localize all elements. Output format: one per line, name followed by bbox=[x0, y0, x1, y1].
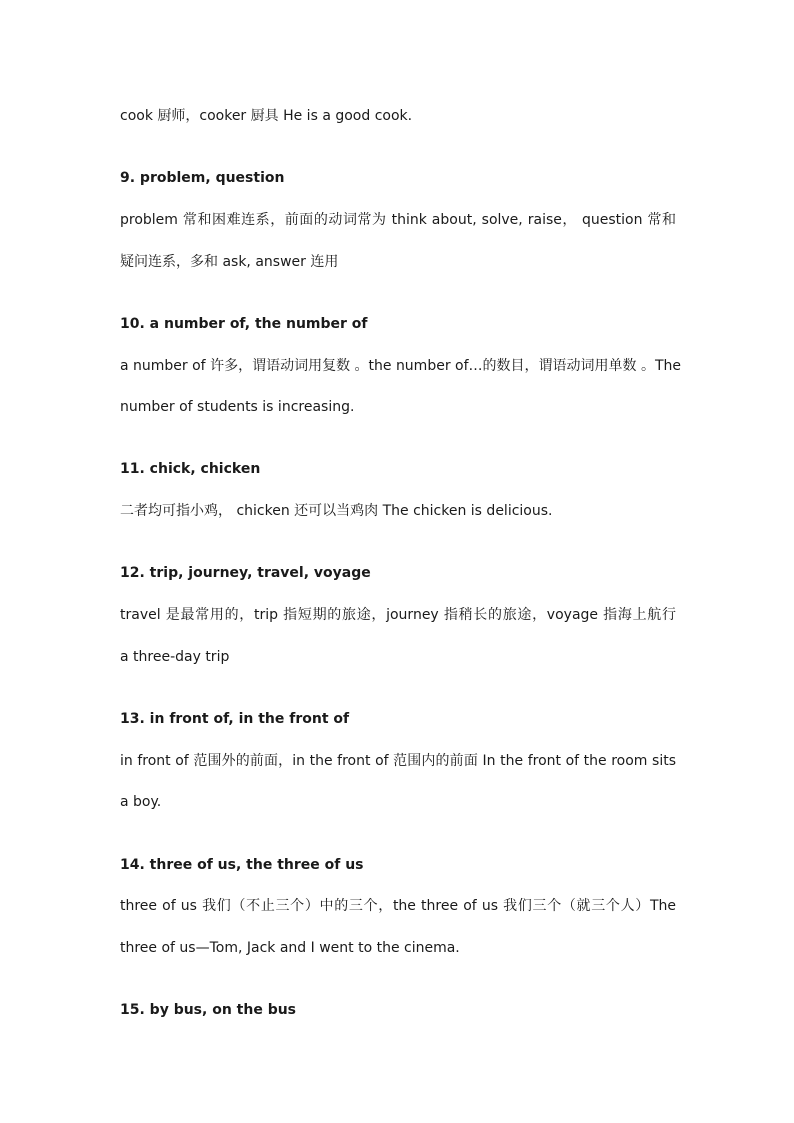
body-line-9a: problem 常和困难连系，前面的动词常为 think about, solve, raise， question 常和 bbox=[120, 212, 676, 228]
heading-9: 9. problem, question bbox=[120, 170, 285, 186]
body-line-14a: three of us 我们（不止三个）中的三个，the three of us 我们三个（就三个人）The bbox=[120, 898, 676, 914]
heading-10: 10. a number of, the number of bbox=[120, 316, 368, 332]
body-line-12a: travel 是最常用的，trip 指短期的旅途，journey 指稍长的旅途，voyage 指海上航行 bbox=[120, 607, 676, 623]
heading-11: 11. chick, chicken bbox=[120, 461, 261, 477]
body-line-11a: 二者均可指小鸡， chicken 还可以当鸡肉 The chicken is delicious. bbox=[120, 503, 553, 519]
heading-14: 14. three of us, the three of us bbox=[120, 857, 364, 873]
heading-15: 15. by bus, on the bus bbox=[120, 1002, 297, 1018]
body-line-12b: a three-day trip bbox=[120, 649, 230, 665]
body-line-10b: number of students is increasing. bbox=[120, 399, 355, 415]
body-line-13b: a boy. bbox=[120, 794, 162, 810]
body-line-13a: in front of 范围外的前面，in the front of 范围内的前面 In the front of the room sits bbox=[120, 753, 676, 769]
heading-13: 13. in front of, in the front of bbox=[120, 711, 350, 727]
body-line-10a: a number of 许多，谓语动词用复数 。the number of…的数目，谓语动词用单数 。The bbox=[120, 358, 682, 374]
body-line-14b: three of us—Tom, Jack and I went to the cinema. bbox=[120, 940, 460, 956]
body-line-cook: cook 厨师，cooker 厨具 He is a good cook. bbox=[120, 108, 413, 124]
document-page bbox=[120, 0, 682, 1123]
heading-12: 12. trip, journey, travel, voyage bbox=[120, 565, 371, 581]
body-line-9b: 疑问连系，多和 ask, answer 连用 bbox=[120, 254, 339, 270]
